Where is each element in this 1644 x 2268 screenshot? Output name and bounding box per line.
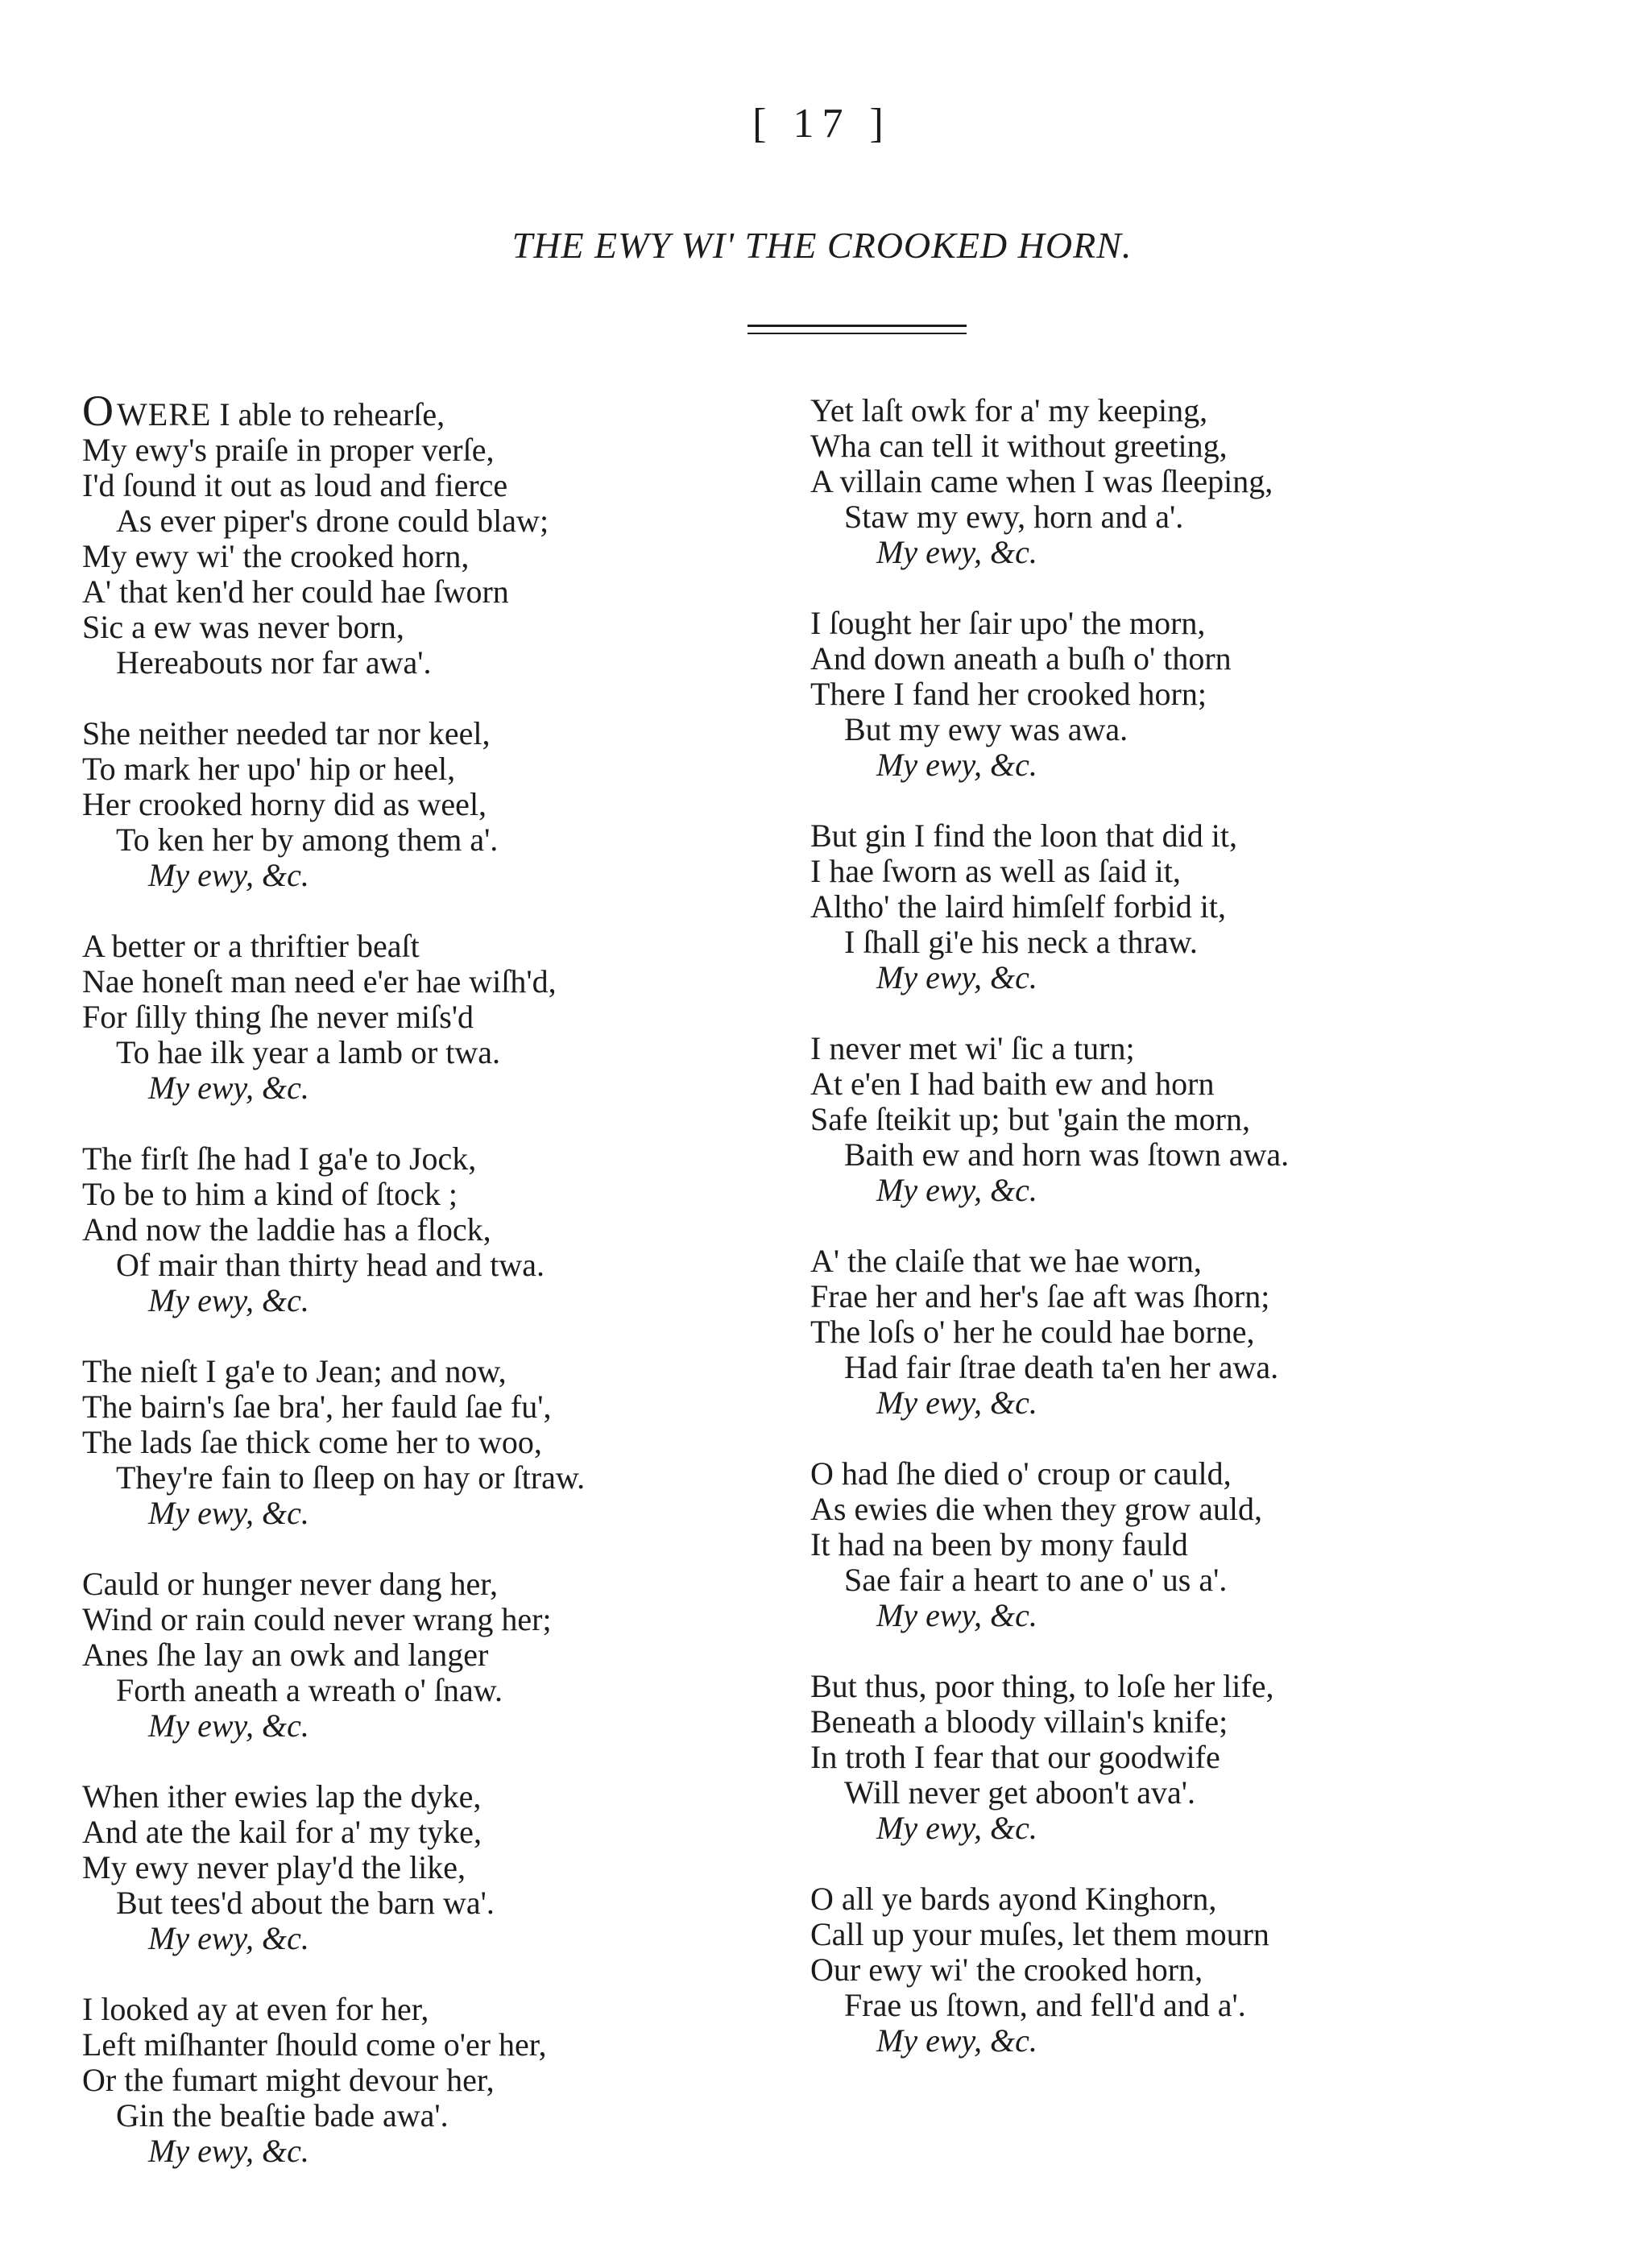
verse-line: At e'en I had baith ew and horn bbox=[810, 1066, 1215, 1102]
verse-line: Sae fair a heart to ane o' us a'. bbox=[844, 1562, 1228, 1598]
page-number: [ 17 ] bbox=[752, 101, 892, 147]
verse-line: Wind or rain could never wrang her; bbox=[82, 1601, 552, 1637]
verse-line: Sic a ew was never born, bbox=[82, 609, 404, 645]
verse-line: As ever piper's drone could blaw; bbox=[116, 503, 549, 539]
verse-line: And now the laddie has a flock, bbox=[82, 1211, 491, 1248]
verse-line: I ſought her ſair upo' the morn, bbox=[810, 605, 1206, 641]
verse-line: My ewy wi' the crooked horn, bbox=[82, 538, 470, 574]
verse-line: She neither needed tar nor keel, bbox=[82, 715, 491, 751]
verse-line: Cauld or hunger never dang her, bbox=[82, 1566, 498, 1602]
left-column bbox=[82, 387, 775, 2204]
stanza bbox=[82, 387, 775, 681]
verse-line: O had ſhe died o' croup or cauld, bbox=[810, 1455, 1232, 1492]
stanza bbox=[82, 1141, 775, 1318]
stanza bbox=[810, 818, 1584, 995]
title-rule bbox=[747, 325, 967, 327]
chorus-line: My ewy, &c. bbox=[148, 1070, 309, 1106]
drop-letter: O bbox=[82, 387, 114, 435]
chorus-line: My ewy, &c. bbox=[148, 2133, 309, 2169]
verse-line: Wha can tell it without greeting, bbox=[810, 428, 1228, 464]
verse-line: A better or a thriftier beaſt bbox=[82, 928, 420, 964]
verse-line: But my ewy was awa. bbox=[844, 711, 1128, 747]
verse-line: But thus, poor thing, to loſe her life, bbox=[810, 1668, 1274, 1704]
verse-line: Forth aneath a wreath o' ſnaw. bbox=[116, 1672, 503, 1708]
stanza bbox=[810, 1881, 1584, 2059]
verse-line: Baith ew and horn was ſtown awa. bbox=[844, 1136, 1290, 1173]
verse-line: A villain came when I was ſleeping, bbox=[810, 463, 1273, 499]
verse-line: Safe ſteikit up; but 'gain the morn, bbox=[810, 1101, 1250, 1137]
verse-line: But tees'd about the barn wa'. bbox=[116, 1885, 495, 1921]
verse-line: To mark her upo' hip or heel, bbox=[82, 751, 456, 787]
verse-line: My ewy never play'd the like, bbox=[82, 1849, 466, 1885]
verse-line: A' that ken'd her could hae ſworn bbox=[82, 573, 509, 610]
verse-line: Had fair ſtrae death ta'en her awa. bbox=[844, 1349, 1279, 1385]
verse-line: Her crooked horny did as weel, bbox=[82, 786, 487, 822]
verse-line: Or the fumart might devour her, bbox=[82, 2062, 495, 2098]
verse-line bbox=[82, 387, 775, 435]
verse-line: Gin the beaſtie bade awa'. bbox=[116, 2097, 449, 2133]
first-line-rest: I able to rehearſe, bbox=[211, 396, 445, 432]
verse-line: Beneath a bloody villain's knife; bbox=[810, 1703, 1228, 1740]
verse-line: Altho' the laird himſelf forbid it, bbox=[810, 888, 1226, 925]
stanza bbox=[82, 1354, 775, 1531]
chorus-line: My ewy, &c. bbox=[876, 747, 1037, 783]
stanza bbox=[82, 716, 775, 893]
right-column bbox=[810, 393, 1584, 2094]
verse-line: The firſt ſhe had I ga'e to Jock, bbox=[82, 1140, 477, 1177]
stanza bbox=[82, 1992, 775, 2169]
chorus-line: My ewy, &c. bbox=[148, 1282, 309, 1318]
title-rule-thin bbox=[747, 333, 967, 334]
verse-line: But gin I find the loon that did it, bbox=[810, 817, 1237, 854]
stanza bbox=[810, 1669, 1584, 1846]
chorus-line: My ewy, &c. bbox=[148, 1707, 309, 1744]
verse-line: When ither ewies lap the dyke, bbox=[82, 1778, 482, 1815]
verse-line: They're fain to ſleep on hay or ſtraw. bbox=[116, 1459, 586, 1496]
verse-line: Frae her and her's ſae aft was ſhorn; bbox=[810, 1278, 1270, 1314]
verse-line: The lads ſae thick come her to woo, bbox=[82, 1424, 542, 1460]
verse-line: O all ye bards ayond Kinghorn, bbox=[810, 1881, 1217, 1917]
chorus-line: My ewy, &c. bbox=[876, 1172, 1037, 1208]
chorus-line: My ewy, &c. bbox=[148, 1495, 309, 1531]
verse-line: Our ewy wi' the crooked horn, bbox=[810, 1951, 1203, 1988]
chorus-line: My ewy, &c. bbox=[876, 534, 1037, 570]
chorus-line: My ewy, &c. bbox=[876, 959, 1037, 995]
stanza bbox=[810, 1031, 1584, 1208]
verse-line: The bairn's ſae bra', her fauld ſae fu', bbox=[82, 1389, 552, 1425]
verse-line: It had na been by mony fauld bbox=[810, 1526, 1188, 1562]
chorus-line: My ewy, &c. bbox=[876, 1810, 1037, 1846]
poem-title: THE EWY WI' THE CROOKED HORN. bbox=[511, 225, 1133, 266]
verse-line: In troth I fear that our goodwife bbox=[810, 1739, 1220, 1775]
first-word: WERE bbox=[117, 396, 212, 432]
verse-line: To hae ilk year a lamb or twa. bbox=[116, 1034, 501, 1070]
verse-line: A' the claiſe that we hae worn, bbox=[810, 1243, 1202, 1279]
chorus-line: My ewy, &c. bbox=[876, 1384, 1037, 1421]
stanza bbox=[810, 393, 1584, 570]
verse-line: Of mair than thirty head and twa. bbox=[116, 1247, 545, 1283]
verse-line: The nieſt I ga'e to Jean; and now, bbox=[82, 1353, 507, 1389]
verse-line: Will never get aboon't ava'. bbox=[844, 1774, 1195, 1811]
verse-line: My ewy's praiſe in proper verſe, bbox=[82, 432, 495, 468]
verse-line: Anes ſhe lay an owk and langer bbox=[82, 1637, 489, 1673]
verse-line: For ſilly thing ſhe never miſs'd bbox=[82, 999, 474, 1035]
chorus-line: My ewy, &c. bbox=[148, 1920, 309, 1956]
verse-line: I hae ſworn as well as ſaid it, bbox=[810, 853, 1181, 889]
verse-line: Call up your muſes, let them mourn bbox=[810, 1916, 1269, 1952]
verse-line: Left miſhanter ſhould come o'er her, bbox=[82, 2026, 547, 2063]
verse-line: Staw my ewy, horn and a'. bbox=[844, 499, 1184, 535]
verse-line: To be to him a kind of ſtock ; bbox=[82, 1176, 458, 1212]
verse-line: Nae honeſt man need e'er hae wiſh'd, bbox=[82, 963, 557, 999]
verse-line: I never met wi' ſic a turn; bbox=[810, 1030, 1135, 1066]
verse-line: Frae us ſtown, and fell'd and a'. bbox=[844, 1987, 1246, 2023]
chorus-line: My ewy, &c. bbox=[148, 857, 309, 893]
chorus-line: My ewy, &c. bbox=[876, 2022, 1037, 2059]
chorus-line: My ewy, &c. bbox=[876, 1597, 1037, 1633]
stanza bbox=[810, 1456, 1584, 1633]
verse-line: I looked ay at even for her, bbox=[82, 1991, 429, 2027]
verse-line: As ewies die when they grow auld, bbox=[810, 1491, 1262, 1527]
verse-line: Hereabouts nor far awa'. bbox=[116, 644, 432, 681]
stanza bbox=[82, 1779, 775, 1956]
verse-line: I'd ſound it out as loud and fierce bbox=[82, 467, 508, 503]
verse-line: Yet laſt owk for a' my keeping, bbox=[810, 392, 1208, 428]
stanza bbox=[82, 929, 775, 1106]
verse-line: The loſs o' her he could hae borne, bbox=[810, 1314, 1255, 1350]
verse-line: I ſhall gi'e his neck a thraw. bbox=[844, 924, 1198, 960]
stanza bbox=[810, 1244, 1584, 1421]
verse-line: And ate the kail for a' my tyke, bbox=[82, 1814, 482, 1850]
verse-line: There I fand her crooked horn; bbox=[810, 676, 1207, 712]
verse-line: And down aneath a buſh o' thorn bbox=[810, 640, 1232, 677]
stanza bbox=[810, 606, 1584, 783]
stanza bbox=[82, 1566, 775, 1744]
verse-line: To ken her by among them a'. bbox=[116, 822, 499, 858]
